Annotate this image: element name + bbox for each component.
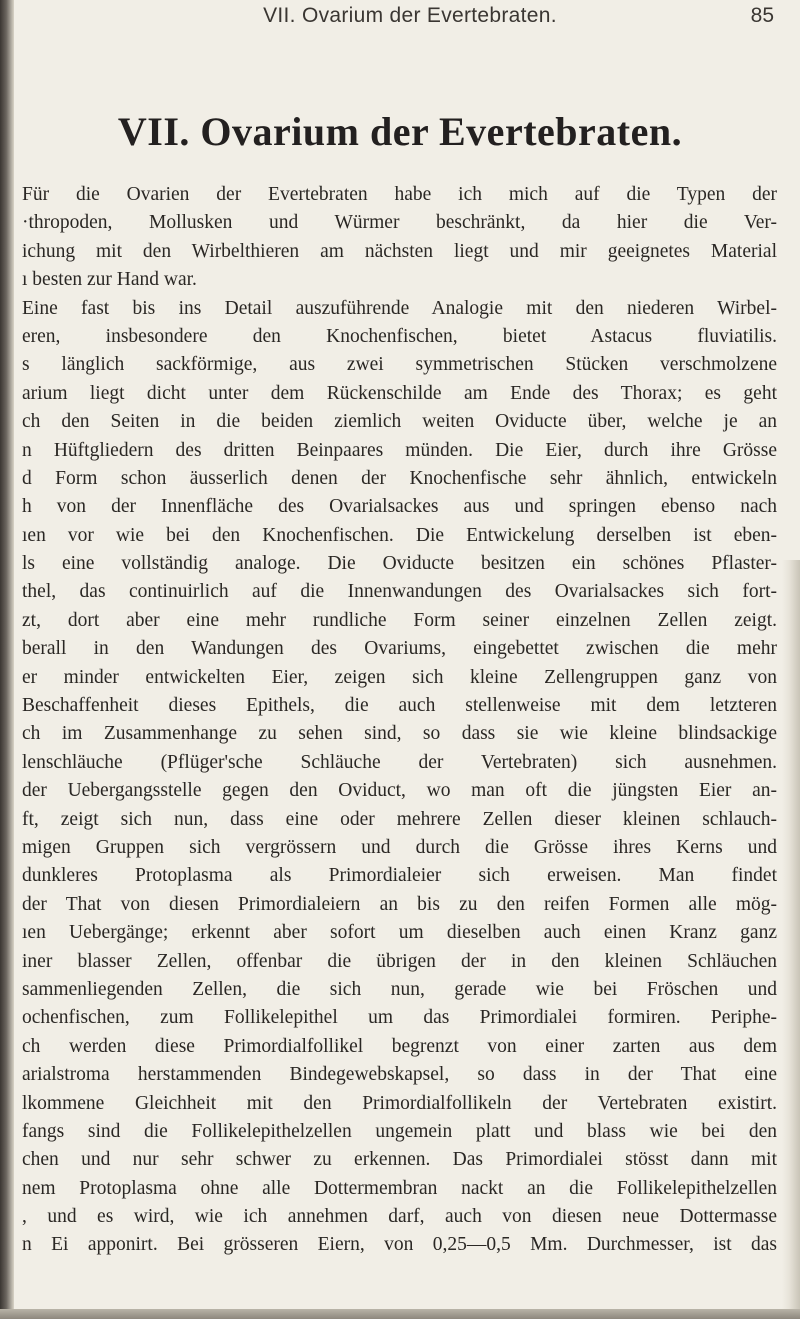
text-line: zt, dort aber eine mehr rundliche Form seiner einzelnen Zellen zeigt. — [22, 609, 777, 631]
text-line: ls eine vollständig analoge. Die Oviducte besitzen ein schönes Pflaster- — [22, 553, 777, 575]
text-line: eren, insbesondere den Knochenfischen, bietet Astacus fluviatilis. — [22, 325, 777, 347]
text-line: ft, zeigt sich nun, dass eine oder mehrere Zellen dieser kleinen schlauch- — [22, 808, 777, 830]
text-line: lenschläuche (Pflüger'sche Schläuche der Vertebraten) sich ausnehmen. — [22, 751, 777, 773]
text-line: sammenliegenden Zellen, die sich nun, gerade wie bei Fröschen und — [22, 978, 777, 1000]
text-line: chen und nur sehr schwer zu erkennen. Das Primordialei stösst dann mit — [22, 1149, 777, 1171]
text-line: thel, das continuirlich auf die Innenwandungen des Ovarialsackes sich fort- — [22, 581, 777, 603]
text-line: nem Protoplasma ohne alle Dottermembran nackt an die Follikelepithelzellen — [22, 1177, 777, 1199]
running-title: VII. Ovarium der Evertebraten. — [263, 4, 557, 27]
text-line: Für die Ovarien der Evertebraten habe ich mich auf die Typen der — [22, 184, 777, 205]
text-line: ıen Uebergänge; erkennt aber sofort um dieselben auch einen Kranz ganz — [22, 922, 777, 944]
text-line: ı besten zur Hand war. — [22, 269, 197, 291]
text-line: er minder entwickelten Eier, zeigen sich kleine Zellengruppen ganz von — [22, 666, 777, 688]
scan-page-shadow — [782, 560, 800, 1319]
text-line: migen Gruppen sich vergrössern und durch die Grösse ihres Kerns und — [22, 836, 777, 858]
text-line: arialstroma herstammenden Bindegewebskapsel, so dass in der That eine — [22, 1064, 777, 1086]
text-line: ichung mit den Wirbelthieren am nächsten liegt und mir geeignetes Material — [22, 240, 777, 262]
text-line: ch im Zusammenhange zu sehen sind, so dass sie wie kleine blindsackige — [22, 723, 777, 745]
text-line: berall in den Wandungen des Ovariums, eingebettet zwischen die mehr — [22, 638, 777, 660]
text-line: , und es wird, wie ich annehmen darf, auch von diesen neue Dottermasse — [22, 1206, 777, 1228]
chapter-title: VII. Ovarium der Evertebraten. — [117, 109, 683, 154]
text-line: ıen vor wie bei den Knochenfischen. Die Entwickelung derselben ist eben- — [22, 524, 777, 546]
text-line: arium liegt dicht unter dem Rückenschilde am Ende des Thorax; es geht — [22, 382, 777, 404]
text-line: ·thropoden, Mollusken und Würmer beschränkt, da hier die Ver- — [22, 212, 777, 234]
text-line: s länglich sackförmige, aus zwei symmetrischen Stücken verschmolzene — [22, 354, 777, 376]
text-line: fangs sind die Follikelepithelzellen ungemein platt und blass wie bei den — [22, 1120, 777, 1142]
text-line: Eine fast bis ins Detail auszuführende Analogie mit den niederen Wirbel- — [22, 297, 777, 319]
text-line: ch den Seiten in die beiden ziemlich weiten Oviducte über, welche je an — [22, 411, 777, 433]
text-line: Beschaffenheit dieses Epithels, die auch stellenweise mit dem letzteren — [22, 695, 777, 717]
text-line: dunkleres Protoplasma als Primordialeier sich erweisen. Man findet — [22, 865, 777, 887]
running-header — [40, 4, 780, 34]
text-line: n Hüftgliedern des dritten Beinpaares münden. Die Eier, durch ihre Grösse — [22, 439, 777, 461]
text-line: iner blasser Zellen, offenbar die übrigen der in den kleinen Schläuchen — [22, 950, 777, 972]
page-number: 85 — [750, 4, 774, 27]
text-line: ch werden diese Primordialfollikel begrenzt von einer zarten aus dem — [22, 1035, 777, 1057]
text-line: der That von diesen Primordialeiern an bis zu den reifen Formen alle mög- — [22, 893, 777, 915]
body-text — [22, 181, 777, 1260]
scan-binding-edge — [0, 0, 14, 1319]
scan-bottom-edge — [0, 1309, 800, 1319]
text-line: der Uebergangsstelle gegen den Oviduct, wo man oft die jüngsten Eier an- — [22, 780, 777, 802]
text-line: h von der Innenfläche des Ovarialsackes aus und springen ebenso nach — [22, 496, 777, 518]
text-line: lkommene Gleichheit mit den Primordialfollikeln der Vertebraten existirt. — [22, 1092, 777, 1114]
text-line: d Form schon äusserlich denen der Knochenfische sehr ähnlich, entwickeln — [22, 467, 777, 489]
text-line: n Ei apponirt. Bei grösseren Eiern, von 0,25—0,5 Mm. Durchmesser, ist das — [22, 1234, 777, 1256]
text-line: ochenfischen, zum Follikelepithel um das Primordialei formiren. Periphe- — [22, 1007, 777, 1029]
